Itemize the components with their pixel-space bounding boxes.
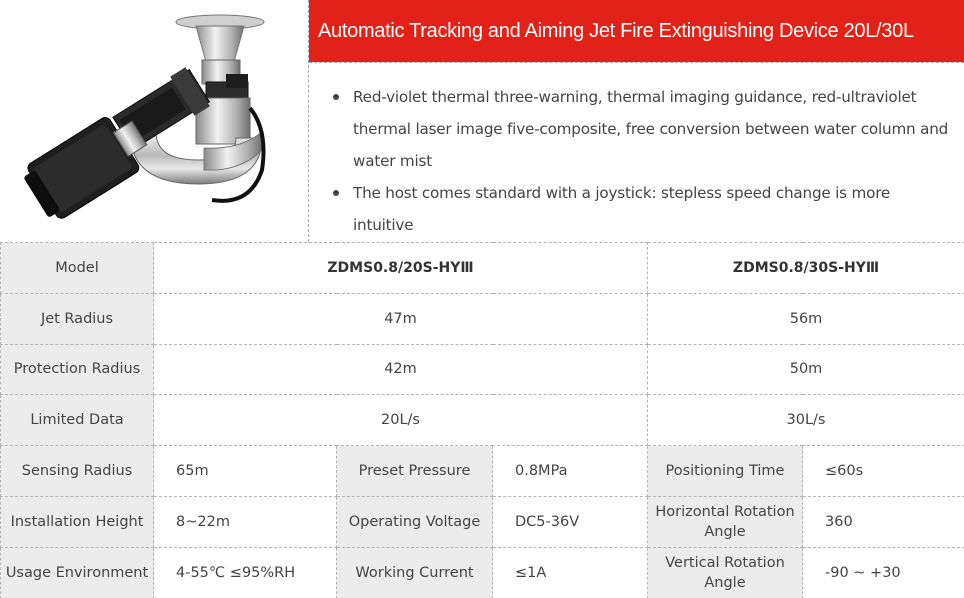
working-current-label: Working Current	[337, 547, 493, 598]
table-row-model	[1, 243, 964, 294]
sensing-radius-label: Sensing Radius	[1, 446, 154, 497]
horizontal-rotation-angle-value: 360	[803, 496, 964, 547]
table-row-protection-radius	[1, 344, 964, 395]
preset-pressure-value: 0.8MPa	[493, 446, 648, 497]
table-row	[1, 496, 964, 547]
vertical-rotation-angle-value: -90 ~ +30	[803, 547, 964, 598]
feature-item: The host comes standard with a joystick: stepless speed change is more intuitive	[353, 177, 950, 241]
product-photo	[0, 0, 309, 242]
protection-radius-label: Protection Radius	[1, 344, 154, 395]
horizontal-rotation-angle-label: Horizontal Rotation Angle	[648, 496, 803, 547]
installation-height-value: 8~22m	[154, 496, 337, 547]
preset-pressure-label: Preset Pressure	[337, 446, 493, 497]
limited-data-label: Limited Data	[1, 395, 154, 446]
operating-voltage-value: DC5-36V	[493, 496, 648, 547]
fire-monitor-image	[0, 0, 308, 242]
jet-radius-value-30l: 56m	[648, 293, 964, 344]
product-header-section	[0, 0, 964, 242]
limited-data-value-20l: 20L/s	[154, 395, 648, 446]
table-row-limited-data	[1, 395, 964, 446]
table-row	[1, 547, 964, 598]
operating-voltage-label: Operating Voltage	[337, 496, 493, 547]
jet-radius-label: Jet Radius	[1, 293, 154, 344]
limited-data-value-30l: 30L/s	[648, 395, 964, 446]
table-row-jet-radius	[1, 293, 964, 344]
sensing-radius-value: 65m	[154, 446, 337, 497]
positioning-time-value: ≤60s	[803, 446, 964, 497]
working-current-value: ≤1A	[493, 547, 648, 598]
installation-height-label: Installation Height	[1, 496, 154, 547]
feature-list	[309, 62, 964, 242]
page-title: Automatic Tracking and Aiming Jet Fire Extinguishing Device 20L/30L	[309, 0, 964, 62]
spec-table	[0, 242, 964, 598]
table-row	[1, 446, 964, 497]
usage-environment-value: 4-55℃ ≤95%RH	[154, 547, 337, 598]
feature-item: Red-violet thermal three-warning, thermal imaging guidance, red-ultraviolet thermal laser image five-composite, free conversion between water column and water mist	[353, 81, 950, 177]
protection-radius-value-30l: 50m	[648, 344, 964, 395]
usage-environment-label: Usage Environment	[1, 547, 154, 598]
model-value-20l: ZDMS0.8/20S-HYⅢ	[154, 243, 648, 294]
positioning-time-label: Positioning Time	[648, 446, 803, 497]
protection-radius-value-20l: 42m	[154, 344, 648, 395]
vertical-rotation-angle-label: Vertical Rotation Angle	[648, 547, 803, 598]
model-label: Model	[1, 243, 154, 294]
model-value-30l: ZDMS0.8/30S-HYⅢ	[648, 243, 964, 294]
jet-radius-value-20l: 47m	[154, 293, 648, 344]
